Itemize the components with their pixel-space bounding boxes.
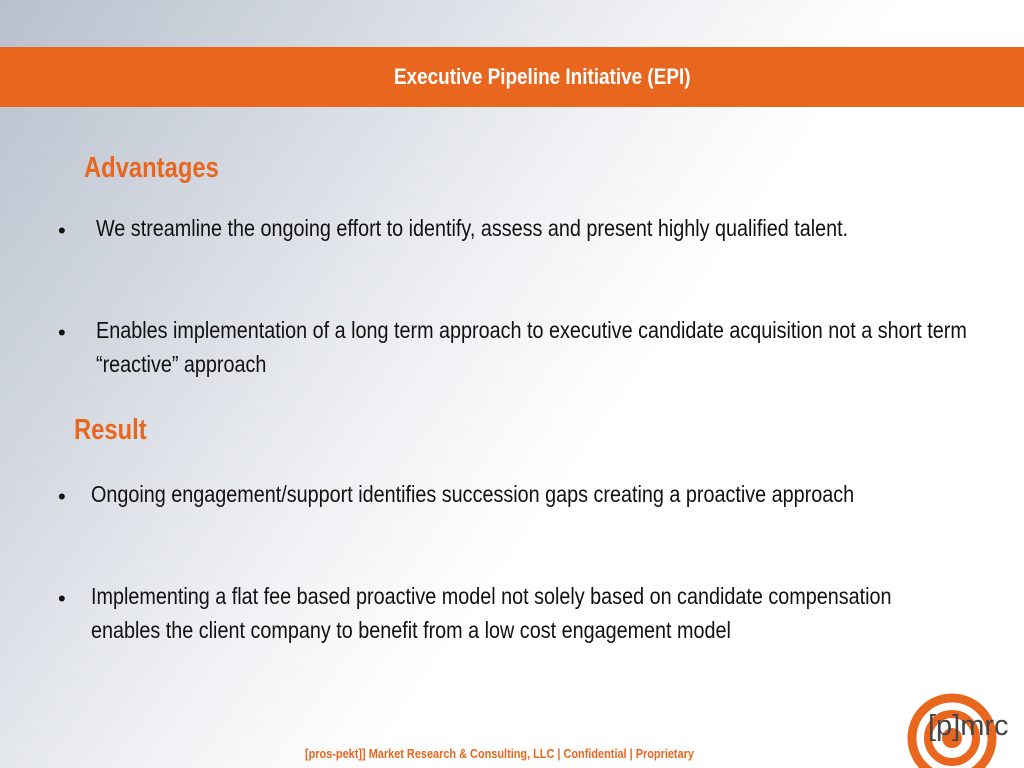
advantages-bullet-2: Enables implementation of a long term approach to executive candidate acquisition not a short term “reactive” approach: [96, 317, 967, 377]
bullet-icon: •: [58, 484, 66, 509]
result-heading: Result: [74, 414, 147, 446]
bullet-icon: •: [58, 586, 66, 611]
bullet-icon: •: [58, 218, 66, 243]
advantages-bullet-1: We streamline the ongoing effort to identify, assess and present highly qualified talent.: [96, 215, 849, 241]
result-bullet-2: Implementing a flat fee based proactive model not solely based on candidate compensation enables the client company to benefit from a low cost engagement model: [91, 583, 892, 643]
bullet-icon: •: [58, 320, 66, 345]
slide-title: Executive Pipeline Initiative (EPI): [394, 64, 691, 89]
advantages-heading: Advantages: [84, 152, 219, 184]
logo-text: [p]mrc: [928, 710, 1009, 742]
result-bullet-1: Ongoing engagement/support identifies succession gaps creating a proactive approach: [91, 481, 855, 507]
footer-confidential: [pros-pekt]] Market Research & Consulting, LLC | Confidential | Proprietary: [305, 746, 694, 761]
